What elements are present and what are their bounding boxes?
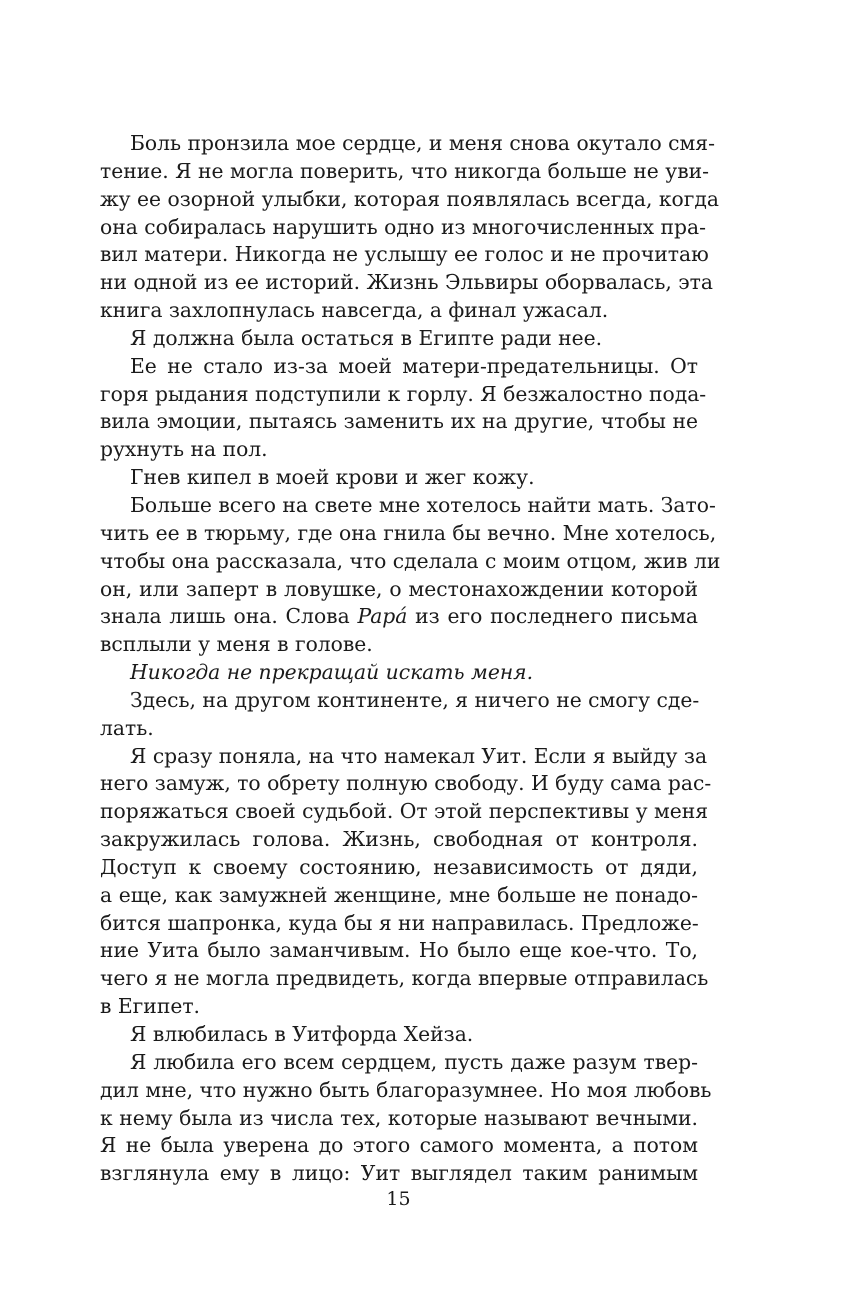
text-line: в Египет.	[100, 994, 201, 1019]
text-line: ни одной из ее историй. Жизнь Эльвиры оборвалась, эта	[100, 270, 713, 295]
text-line: книга захлопнулась навсегда, а финал ужасал.	[100, 298, 609, 323]
italic-word-papa: Papá	[357, 604, 408, 629]
text-line: тение. Я не могла поверить, что никогда больше не уви-	[100, 158, 709, 183]
text-line: к нему была из числа тех, которые называют вечными.	[100, 1105, 698, 1130]
text-line: поряжаться своей судьбой. От этой перспективы у меня	[100, 799, 709, 824]
text-line: всплыли у меня в голове.	[100, 632, 373, 657]
text-line: Я должна была остаться в Египте ради нее.	[130, 325, 603, 350]
page-number: 15	[386, 1188, 411, 1210]
text-line: бится шапронка, куда бы я ни направилась. Предложе-	[100, 910, 699, 935]
text-line	[100, 603, 698, 631]
text-line: он, или заперт в ловушке, о местонахождении которой	[100, 576, 698, 601]
book-page-text	[100, 130, 721, 1188]
text-line: жу ее озорной улыбки, которая появлялась всегда, когда	[100, 186, 719, 211]
text-line: Здесь, на другом континенте, я ничего не смогу сде-	[130, 687, 700, 712]
text-fragment: знала лишь она. Слова	[100, 604, 358, 629]
text-line: горя рыдания подступили к горлу. Я безжалостно пода-	[100, 381, 707, 406]
text-line: она собиралась нарушить одно из многочисленных пра-	[100, 214, 706, 239]
italic-quote-line: Никогда не прекращай искать меня.	[130, 660, 534, 685]
text-line: Больше всего на свете мне хотелось найти мать. Зато-	[130, 492, 716, 517]
text-line: лать.	[100, 715, 154, 740]
text-line: вила эмоции, пытаясь заменить их на другие, чтобы не	[100, 409, 698, 434]
text-line: чтобы она рассказала, что сделала с моим отцом, жив ли	[100, 548, 721, 573]
text-line: Ее не стало из-за моей матери-предательницы. От	[130, 353, 698, 378]
text-line: Боль пронзила мое сердце, и меня снова окутало смя-	[130, 131, 715, 155]
text-line: вил матери. Никогда не услышу ее голос и не прочитаю	[100, 242, 709, 267]
text-line: Я не была уверена до этого самого момента, а потом	[100, 1133, 698, 1158]
text-line: Гнев кипел в моей крови и жег кожу.	[130, 465, 535, 490]
text-line: взглянула ему в лицо: Уит выглядел таким ранимым	[100, 1161, 698, 1186]
text-fragment: из его последнего письма	[407, 604, 699, 629]
text-line: закружилась голова. Жизнь, свободная от контроля.	[100, 827, 698, 852]
text-line: Я сразу поняла, на что намекал Уит. Если я выйду за	[130, 743, 708, 768]
text-line: него замуж, то обрету полную свободу. И буду сама рас-	[100, 771, 712, 796]
text-line: ние Уита было заманчивым. Но было еще кое-что. То,	[100, 938, 698, 963]
text-line: чего я не могла предвидеть, когда впервые отправилась	[100, 966, 709, 991]
text-line: рухнуть на пол.	[100, 437, 268, 462]
text-line: Я любила его всем сердцем, пусть даже разум твер-	[130, 1049, 698, 1074]
text-line: Доступ к своему состоянию, независимость от дяди,	[100, 854, 698, 879]
text-line: чить ее в тюрьму, где она гнила бы вечно. Мне хотелось,	[100, 520, 717, 545]
text-line: а еще, как замужней женщине, мне больше не понадо-	[100, 882, 698, 907]
text-line: Я влюбилась в Уитфорда Хейза.	[130, 1022, 474, 1046]
text-line: дил мне, что нужно быть благоразумнее. Но моя любовь	[100, 1077, 712, 1102]
